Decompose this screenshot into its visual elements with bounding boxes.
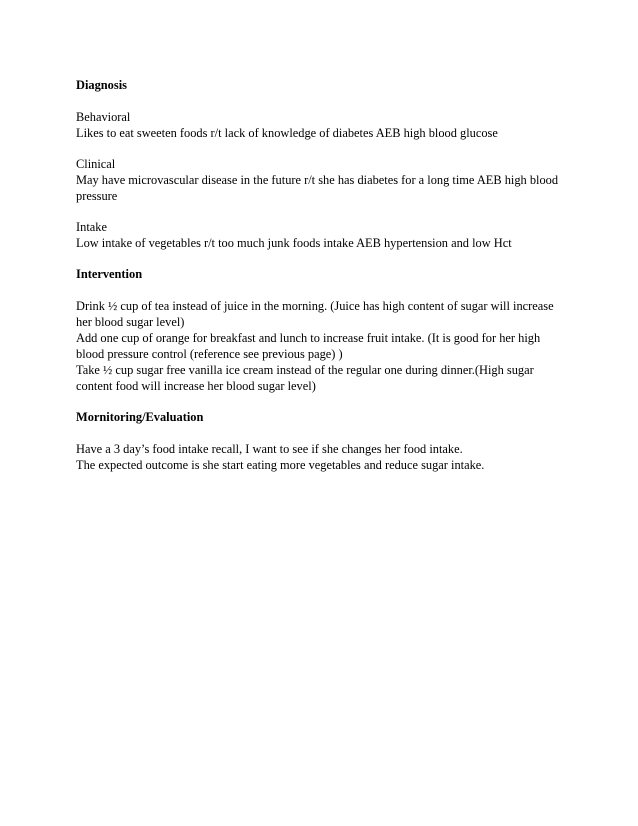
clinical-label: Clinical [76, 157, 116, 171]
intervention-line: Drink ½ cup of tea instead of juice in the morning. (Juice has high content of sugar will increase [76, 299, 554, 313]
intervention-line: Add one cup of orange for breakfast and lunch to increase fruit intake. (It is good for her high [76, 331, 541, 345]
monitoring-heading: Mornitoring/Evaluation [76, 410, 204, 424]
monitoring-line: The expected outcome is she start eating more vegetables and reduce sugar intake. [76, 458, 485, 472]
behavioral-label: Behavioral [76, 110, 131, 124]
intervention-line: Take ½ cup sugar free vanilla ice cream instead of the regular one during dinner.(High sugar [76, 363, 534, 377]
intervention-heading: Intervention [76, 267, 143, 281]
document-body [76, 77, 576, 473]
monitoring-line: Have a 3 day’s food intake recall, I want to see if she changes her food intake. [76, 442, 463, 456]
intake-label: Intake [76, 220, 107, 234]
clinical-text-line-1: May have microvascular disease in the future r/t she has diabetes for a long time AEB high blood [76, 173, 559, 187]
intervention-line: her blood sugar level) [76, 315, 185, 329]
intervention-line: blood pressure control (reference see previous page) ) [76, 347, 343, 361]
intervention-line: content food will increase her blood sugar level) [76, 379, 316, 393]
clinical-text-line-2: pressure [76, 189, 118, 203]
diagnosis-heading: Diagnosis [76, 78, 127, 92]
behavioral-text: Likes to eat sweeten foods r/t lack of knowledge of diabetes AEB high blood glucose [76, 126, 498, 140]
intake-text: Low intake of vegetables r/t too much junk foods intake AEB hypertension and low Hct [76, 236, 512, 250]
